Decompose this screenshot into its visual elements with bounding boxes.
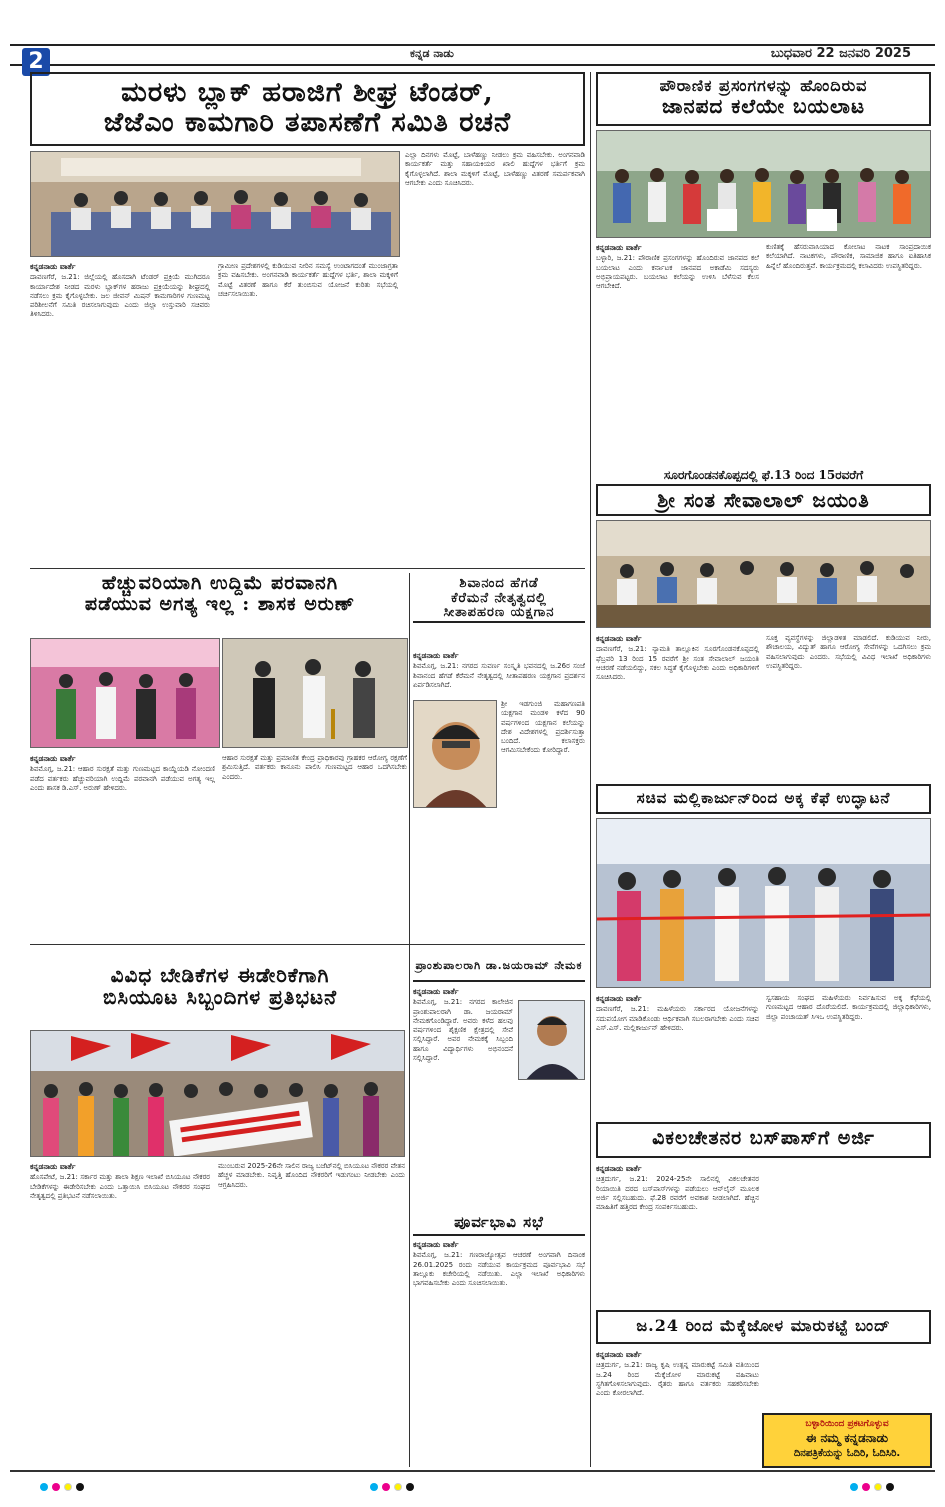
akka-cafe-headline: ಸಚಿವ ಮಲ್ಲಿಕಾರ್ಜುನ್‌ರಿಂದ ಅಕ್ಕ ಕೆಫೆ ಉದ್ಘಾಟನೆ [596, 784, 931, 814]
lead-photo [30, 151, 400, 257]
bisiyoota-body-col-1 [30, 1162, 210, 1462]
sevalal-body-col-2 [766, 634, 931, 784]
poorvabhavi-body-col [413, 1240, 585, 1465]
lead-body-col-1 [30, 262, 210, 562]
lead-headline-line-2: ಜೆಜೆಎಂ ಕಾಮಗಾರಿ ತಪಾಸಣೆಗೆ ಸಮಿತಿ ರಚನೆ [103, 107, 512, 139]
meeting-photo [31, 152, 400, 257]
lamp-lighting-photo [31, 639, 220, 748]
registration-mark [394, 1483, 402, 1491]
udyame-headline-line-1: ಹೆಚ್ಚುವರಿಯಾಗಿ ಉದ್ದಿಮೆ ಪರವಾನಗಿ [101, 572, 339, 594]
column-divider [409, 573, 410, 1467]
akka-cafe-photo [596, 818, 931, 988]
yakshagana-headline-line-1: ಶಿವಾನಂದ ಹೆಗಡೆ [459, 576, 539, 591]
registration-mark [64, 1483, 72, 1491]
sevalal-kicker: ಸೂರಗೊಂಡನಕೊಪ್ಪದಲ್ಲಿ ಫೆ.13 ರಿಂದ 15ರವರೆಗೆ [663, 468, 864, 482]
sevalal-headline: ಶ್ರೀ ಸಂತ ಸೇವಾಲಾಲ್ ಜಯಂತಿ [596, 484, 931, 516]
udyame-photo [30, 638, 220, 748]
paper-name: ಕನ್ನಡ ನಾಡು [410, 47, 454, 60]
sevalal-body-text-1: ದಾವಣಗೆರೆ, ಜ.21: ನ್ಯಾಮತಿ ತಾಲ್ಲೂಕಿನ ಸೂರಗೊಂಡನಕೊಪ್ಪದಲ್ಲಿ ಫೆಬ್ರವರಿ 13 ರಿಂದ 15 ರವರೆಗೆ ಶ್ರೀ ಸಂತ ಸೇವಾಲಾಲ್ ಜಯಂತಿ ಆಚರಣೆ ನಡೆಯಲಿದ್ದು, ಸಕಲ ಸಿದ್ಧತೆ ಕೈಗೊಳ್ಳಬೇಕು ಎಂದು ಅಧಿಕಾರಿಗಳಿಗೆ ಸೂಚಿಸಿದರು. [596, 645, 759, 682]
bayalata-body-text-2: ಕುಣಿತಕ್ಕೆ ಹೆಸರುವಾಸಿಯಾದ ಕೋಲಾಟ ನಾಟಕ ಸಾಂಪ್ರದಾಯಿಕ ಕಲೆಯಾಗಿದೆ. ನಾಟಕಗಳು, ಪೌರಾಣಿಕ, ಸಾಮಾಜಿಕ ಹಾಗೂ ಐತಿಹಾಸಿಕ ಹಿನ್ನೆಲೆ ಹೊಂದಿರುತ್ತವೆ. ಕಾರ್ಯಕ್ರಮದಲ್ಲಿ ಕಲಾವಿದರು ಉಪಸ್ಥಿತರಿದ್ದರು. [766, 243, 931, 270]
akka-cafe-byline: ಕನ್ನಡನಾಡು ವಾರ್ತೆ [596, 994, 642, 1003]
market-body-col-1 [596, 1350, 759, 1465]
udyame-body-text-1: ಶಿವಮೊಗ್ಗ, ಜ.21: ಆಹಾರ ಸುರಕ್ಷತೆ ಮತ್ತು ಗುಣಮಟ್ಟದ ಕಾಯ್ದೆಯಡಿ ನೋಂದಣಿ ಪಡೆದ ವರ್ತಕರು ಹೆಚ್ಚುವರಿಯಾಗಿ ಉದ್ದಿಮೆ ಪರವಾನಗಿ ಪಡೆಯುವ ಅಗತ್ಯ ಇಲ್ಲ ಎಂದು ಶಾಸಕ ಡಿ.ಎಸ್. ಅರುಣ್ ಹೇಳಿದರು. [30, 765, 215, 792]
yakshagana-headline [413, 577, 585, 645]
lead-body-text-3: ಎಲ್ಲಾ ದಿನಗಳು ಮೊಟ್ಟೆ, ಬಾಳೆಹಣ್ಣು ನೀಡಲು ಕ್ರಮ ವಹಿಸಬೇಕು. ಅಂಗನವಾಡಿ ಕಾರ್ಯಕರ್ತೆ ಮತ್ತು ಸಹಾಯಕಿಯರ ಖಾಲಿ ಹುದ್ದೆಗಳ ಭರ್ತಿಗೆ ಕ್ರಮ ಕೈಗೊಳ್ಳಲಾಗಿದೆ. ಶಾಲಾ ಮಕ್ಕಳಿಗೆ ಮೊಟ್ಟೆ, ಬಾಳೆಹಣ್ಣು ವಿತರಣೆ ಸಮರ್ಪಕವಾಗಿ ಆಗಬೇಕು ಎಂದು ಸೂಚಿಸಿದರು. [405, 151, 585, 187]
promo-line-2: ಈ ನಮ್ಮ ಕನ್ನಡನಾಡು [805, 1431, 889, 1445]
portrait-photo [414, 701, 497, 808]
nemaka-body-col [413, 987, 513, 1197]
bisiyoota-body-col-2 [218, 1162, 405, 1462]
yakshagana-body-text-2: ಶ್ರೀ ಇಡಗುಂಜಿ ಮಹಾಗಣಪತಿ ಯಕ್ಷಗಾನ ಮಂಡಳಿ ಕಳೆದ 90 ವರ್ಷಗಳಿಂದ ಯಕ್ಷಗಾನ ಕಲೆಯನ್ನು ದೇಶ ವಿದೇಶಗಳಲ್ಲಿ ಪ್ರದರ್ಶಿಸುತ್ತಾ ಬಂದಿದೆ. ಕಲಾಸಕ್ತರು ಆಗಮಿಸಬೇಕೆಂದು ಕೋರಿದ್ದಾರೆ. [501, 700, 585, 755]
yakshagana-byline: ಕನ್ನಡನಾಡು ವಾರ್ತೆ [413, 651, 459, 660]
poorvabhavi-byline: ಕನ್ನಡನಾಡು ವಾರ್ತೆ [413, 1240, 459, 1249]
publication-date: ಬುಧವಾರ 22 ಜನವರಿ 2025 [770, 46, 911, 61]
poorvabhavi-body-text-1: ಶಿವಮೊಗ್ಗ, ಜ.21: ಗಣರಾಜ್ಯೋತ್ಸವ ಆಚರಣೆ ಅಂಗವಾಗಿ ದಿನಾಂಕ 26.01.2025 ರಂದು ನಡೆಯುವ ಕಾರ್ಯಕ್ರಮದ ಪೂರ್ವಭಾವಿ ಸಭೆ ತಾಲ್ಲೂಕು ಕಚೇರಿಯಲ್ಲಿ ನಡೆಯಿತು. ಎಲ್ಲಾ ಇಲಾಖೆ ಅಧಿಕಾರಿಗಳು ಭಾಗವಹಿಸಬೇಕು ಎಂದು ಸೂಚಿಸಲಾಯಿತು. [413, 1251, 585, 1288]
buspass-byline: ಕನ್ನಡನಾಡು ವಾರ್ತೆ [596, 1164, 642, 1173]
promo-box [762, 1413, 932, 1468]
bisiyoota-body-text-1: ಹೊಸಪೇಟೆ, ಜ.21: ಸರ್ಕಾರ ಮತ್ತು ಶಾಲಾ ಶಿಕ್ಷಣ ಇಲಾಖೆ ಬಿಸಿಯೂಟ ನೌಕರರ ಬೇಡಿಕೆಗಳನ್ನು ಈಡೇರಿಸಬೇಕು ಎಂದು ಒತ್ತಾಯಿಸಿ ಬಿಸಿಯೂಟ ನೌಕರರ ಸಂಘದ ನೇತೃತ್ವದಲ್ಲಿ ಪ್ರತಿಭಟನೆ ನಡೆಸಲಾಯಿತು. [30, 1173, 210, 1200]
yakshagana-intro [413, 651, 585, 696]
buspass-body-text-1: ಚಿತ್ರದುರ್ಗ, ಜ.21: 2024-25ನೇ ಸಾಲಿನಲ್ಲಿ ವಿಕಲಚೇತನರ ರಿಯಾಯಿತಿ ದರದ ಬಸ್‌ಪಾಸ್‌ಗಳನ್ನು ಪಡೆಯಲು ಆನ್‌ಲೈನ್ ಮೂಲಕ ಅರ್ಜಿ ಸಲ್ಲಿಸಬಹುದು. ಫೆ.28 ರವರೆಗೆ ಅವಕಾಶ ನೀಡಲಾಗಿದೆ. ಹೆಚ್ಚಿನ ಮಾಹಿತಿಗೆ ಹತ್ತಿರದ ಕೇಂದ್ರ ಸಂಪರ್ಕಿಸಬಹುದು. [596, 1175, 759, 1212]
nemaka-byline: ಕನ್ನಡನಾಡು ವಾರ್ತೆ [413, 987, 459, 996]
lead-headline-line-1: ಮರಳು ಬ್ಲಾಕ್ ಹರಾಜಿಗೆ ಶೀಘ್ರ ಟೆಂಡರ್, [121, 77, 494, 108]
page-number: 2 [22, 48, 50, 76]
bayalata-headline [596, 72, 931, 126]
column-divider [590, 72, 591, 1467]
market-body-text-1: ಚಿತ್ರದುರ್ಗ, ಜ.21: ರಾಜ್ಯ ಕೃಷಿ ಉತ್ಪನ್ನ ಮಾರುಕಟ್ಟೆ ಸಮಿತಿ ವತಿಯಿಂದ ಜ.24 ರಿಂದ ಮೆಕ್ಕೆಜೋಳ ಮಾರುಕಟ್ಟೆ ವಹಿವಾಟು ಸ್ಥಗಿತಗೊಳಿಸಲಾಗುವುದು. ರೈತರು ಹಾಗೂ ವರ್ತಕರು ಸಹಕರಿಸಬೇಕು ಎಂದು ಕೋರಲಾಗಿದೆ. [596, 1361, 759, 1398]
meeting-photo [597, 521, 931, 628]
lead-body-col-right [405, 151, 585, 257]
yakshagana-portrait [413, 700, 497, 808]
yakshagana-body-text-1: ಶಿವಮೊಗ್ಗ, ಜ.21: ನಗರದ ಸುವರ್ಣ ಸಂಸ್ಕೃತಿ ಭವನದಲ್ಲಿ ಜ.26ರ ಸಂಜೆ ಶಿವಾನಂದ ಹೆಗಡೆ ಕೆರೆಮನೆ ನೇತೃತ್ವದಲ್ಲಿ ಸೀತಾಪಹರಣ ಯಕ್ಷಗಾನ ಪ್ರದರ್ಶನ ಏರ್ಪಡಿಸಲಾಗಿದೆ. [413, 662, 585, 689]
bayalata-body-text-1: ಬಳ್ಳಾರಿ, ಜ.21: ಪೌರಾಣಿಕ ಪ್ರಸಂಗಗಳನ್ನು ಹೊಂದಿರುವ ಜಾನಪದ ಕಲೆ ಬಯಲಾಟ ಎಂದು ಕರ್ನಾಟಕ ಜಾನಪದ ಅಕಾಡೆಮಿ ಸದಸ್ಯರು ಅಭಿಪ್ರಾಯಪಟ್ಟರು. ಬಯಲಾಟ ಕಲೆಯನ್ನು ಉಳಿಸಿ ಬೆಳೆಸುವ ಕೆಲಸ ಆಗಬೇಕಿದೆ. [596, 254, 759, 291]
promo-line-1: ಬಳ್ಳಾರಿಯಿಂದ ಪ್ರಕಟಗೊಳ್ಳುವ [805, 1419, 889, 1429]
portrait-photo [519, 1001, 585, 1080]
buspass-headline: ವಿಕಲಚೇತನರ ಬಸ್‌ಪಾಸ್‌ಗೆ ಅರ್ಜಿ [596, 1122, 931, 1158]
promo-line-3: ದಿನಪತ್ರಿಕೆಯನ್ನು ಓದಿರಿ, ಓದಿಸಿರಿ. [793, 1448, 901, 1459]
bisiyoota-photo [30, 1030, 405, 1157]
sevalal-photo [596, 520, 931, 628]
registration-mark [52, 1483, 60, 1491]
protest-photo [31, 1031, 405, 1157]
bisiyoota-body-text-2: ಮುಂಬರುವ 2025-26ನೇ ಸಾಲಿನ ರಾಜ್ಯ ಬಜೆಟ್‌ನಲ್ಲಿ ಬಿಸಿಯೂಟ ನೌಕರರ ವೇತನ ಹೆಚ್ಚಳ ಮಾಡಬೇಕು. ನಿವೃತ್ತಿ ಹೊಂದಿದ ನೌಕರರಿಗೆ ಇಡುಗಂಟು ನೀಡಬೇಕು ಎಂದು ಆಗ್ರಹಿಸಿದರು. [218, 1162, 405, 1189]
bisiyoota-headline-line-2: ಬಿಸಿಯೂಟ ಸಿಬ್ಬಂದಿಗಳ ಪ್ರತಿಭಟನೆ [102, 985, 338, 1010]
nemaka-body-text-1: ಶಿವಮೊಗ್ಗ, ಜ.21: ನಗರದ ಕಾಲೇಜಿನ ಪ್ರಾಂಶುಪಾಲರಾಗಿ ಡಾ. ಜಯರಾಮ್ ನೇಮಕಗೊಂಡಿದ್ದಾರೆ. ಅವರು ಕಳೆದ ಹಲವು ವರ್ಷಗಳಿಂದ ಶೈಕ್ಷಣಿಕ ಕ್ಷೇತ್ರದಲ್ಲಿ ಸೇವೆ ಸಲ್ಲಿಸಿದ್ದಾರೆ. ಅವರ ನೇಮಕಕ್ಕೆ ಸಿಬ್ಬಂದಿ ಹಾಗೂ ವಿದ್ಯಾರ್ಥಿಗಳು ಅಭಿನಂದನೆ ಸಲ್ಲಿಸಿದ್ದಾರೆ. [413, 998, 513, 1063]
section-divider [30, 944, 585, 945]
section-divider [30, 568, 585, 569]
udyame-byline: ಕನ್ನಡನಾಡು ವಾರ್ತೆ [30, 754, 76, 763]
nemaka-headline: ಪ್ರಾಂಶುಪಾಲರಾಗಿ ಡಾ.ಜಯರಾಮ್ ನೇಮಕ [413, 960, 585, 982]
yakshagana-body-lower [413, 815, 585, 940]
ribbon-cutting-photo [597, 819, 931, 988]
udyame-body-col-2 [222, 754, 407, 939]
sevalal-body-text-2: ಸೂಕ್ತ ವ್ಯವಸ್ಥೆಗಳನ್ನು ಜಿಲ್ಲಾಡಳಿತ ಮಾಡಲಿದೆ. ಕುಡಿಯುವ ನೀರು, ಶೌಚಾಲಯ, ವಿದ್ಯುತ್ ಹಾಗೂ ಆರೋಗ್ಯ ಸೇವೆಗಳನ್ನು ಒದಗಿಸಲು ಕ್ರಮ ವಹಿಸಲಾಗುವುದು ಎಂದರು. ಸಭೆಯಲ್ಲಿ ವಿವಿಧ ಇಲಾಖೆ ಅಧಿಕಾರಿಗಳು ಉಪಸ್ಥಿತರಿದ್ದರು. [766, 634, 931, 670]
registration-mark [370, 1483, 378, 1491]
registration-mark [862, 1483, 870, 1491]
bayalata-byline: ಕನ್ನಡನಾಡು ವಾರ್ತೆ [596, 243, 642, 252]
bayalata-headline-line-1: ಪೌರಾಣಿಕ ಪ್ರಸಂಗಗಳನ್ನು ಹೊಂದಿರುವ [659, 76, 868, 95]
sevalal-body-col-1 [596, 634, 759, 784]
bisiyoota-headline [30, 962, 410, 1026]
udyame-photo-2 [222, 638, 408, 748]
akka-cafe-body-text-1: ದಾವಣಗೆರೆ, ಜ.21: ಮಹಿಳೆಯರು ಸರ್ಕಾರದ ಯೋಜನೆಗಳನ್ನು ಸದುಪಯೋಗ ಮಾಡಿಕೊಂಡು ಆರ್ಥಿಕವಾಗಿ ಸಬಲರಾಗಬೇಕು ಎಂದು ಸಚಿವ ಎಸ್.ಎಸ್. ಮಲ್ಲಿಕಾರ್ಜುನ್ ಹೇಳಿದರು. [596, 1005, 759, 1032]
nemaka-portrait [518, 1000, 585, 1080]
bisiyoota-byline: ಕನ್ನಡನಾಡು ವಾರ್ತೆ [30, 1162, 76, 1171]
market-headline: ಜ.24 ರಿಂದ ಮೆಕ್ಕೆಜೋಳ ಮಾರುಕಟ್ಟೆ ಬಂದ್ [596, 1310, 931, 1344]
udyame-body-text-2: ಆಹಾರ ಸುರಕ್ಷತೆ ಮತ್ತು ಪ್ರಮಾಣಿತ ಕೇಂದ್ರ ಪ್ರಾಧಿಕಾರವು ಗ್ರಾಹಕರ ಆರೋಗ್ಯ ರಕ್ಷಣೆಗೆ ಶ್ರಮಿಸುತ್ತಿದೆ. ವರ್ತಕರು ಕಾನೂನು ಪಾಲಿಸಿ ಗುಣಮಟ್ಟದ ಆಹಾರ ಒದಗಿಸಬೇಕು ಎಂದರು. [222, 754, 407, 781]
lead-body-col-2 [218, 262, 398, 562]
registration-mark [850, 1483, 858, 1491]
poorvabhavi-headline: ಪೂರ್ವಭಾವಿ ಸಭೆ [413, 1214, 585, 1236]
bayalata-photo [596, 130, 931, 238]
buspass-body-col-1 [596, 1164, 759, 1304]
udyame-headline-line-2: ಪಡೆಯುವ ಅಗತ್ಯ ಇಲ್ಲ : ಶಾಸಕ ಅರುಣ್ [84, 593, 356, 616]
akka-cafe-body-col-2 [766, 994, 931, 1112]
registration-mark [406, 1483, 414, 1491]
yakshagana-headline-line-2: ಕೆರೆಮನೆ ನೇತೃತ್ವದಲ್ಲಿ [451, 590, 547, 606]
registration-mark [382, 1483, 390, 1491]
lead-headline [30, 72, 585, 146]
registration-mark [874, 1483, 882, 1491]
udyame-body-col-1 [30, 754, 215, 939]
market-byline: ಕನ್ನಡನಾಡು ವಾರ್ತೆ [596, 1350, 642, 1359]
bisiyoota-headline-line-1: ವಿವಿಧ ಬೇಡಿಕೆಗಳ ಈಡೇರಿಕೆಗಾಗಿ [110, 963, 330, 987]
buspass-body-col-2 [766, 1164, 931, 1304]
bayalata-headline-line-2: ಜಾನಪದ ಕಲೆಯೇ ಬಯಲಾಟ [661, 93, 866, 118]
registration-mark [40, 1483, 48, 1491]
lead-body-text-1: ದಾವಣಗೆರೆ, ಜ.21: ಜಿಲ್ಲೆಯಲ್ಲಿ ಹೊಸದಾಗಿ ಟೆಂಡರ್ ಪ್ರಕ್ರಿಯೆ ಮುಗಿದರೂ ಕಾರ್ಯಾದೇಶ ನೀಡದ ಮರಳು ಬ್ಲಾಕ್‌ಗಳ ಹರಾಜು ಪ್ರಕ್ರಿಯೆಯನ್ನು ಶೀಘ್ರದಲ್ಲಿ ನಡೆಸಲು ಕ್ರಮ ಕೈಗೊಳ್ಳಬೇಕು. ಜಲ ಜೀವನ್ ಮಿಷನ್ ಕಾಮಗಾರಿಗಳ ಗುಣಮಟ್ಟ ಪರಿಶೀಲನೆಗೆ ಸಮಿತಿ ರಚಿಸಲಾಗುವುದು ಎಂದು ಜಿಲ್ಲಾ ಉಸ್ತುವಾರಿ ಸಚಿವರು ತಿಳಿಸಿದರು. [30, 273, 210, 319]
lead-byline: ಕನ್ನಡನಾಡು ವಾರ್ತೆ [30, 262, 76, 271]
group-photo [597, 131, 931, 238]
yakshagana-body-col [501, 700, 585, 810]
inauguration-photo [223, 639, 408, 748]
registration-mark [886, 1483, 894, 1491]
akka-cafe-body-text-2: ಸ್ವಸಹಾಯ ಸಂಘದ ಮಹಿಳೆಯರು ನಿರ್ವಹಿಸುವ ಅಕ್ಕ ಕೆಫೆಯಲ್ಲಿ ಗುಣಮಟ್ಟದ ಆಹಾರ ದೊರೆಯಲಿದೆ. ಕಾರ್ಯಕ್ರಮದಲ್ಲಿ ಜಿಲ್ಲಾಧಿಕಾರಿಗಳು, ಜಿಲ್ಲಾ ಪಂಚಾಯತ್ ಸಿಇಒ ಉಪಸ್ಥಿತರಿದ್ದರು. [766, 994, 931, 1021]
yakshagana-headline-line-3: ಸೀತಾಪಹರಣ ಯಕ್ಷಗಾನ [413, 606, 585, 623]
registration-mark [76, 1483, 84, 1491]
sevalal-byline: ಕನ್ನಡನಾಡು ವಾರ್ತೆ [596, 634, 642, 643]
akka-cafe-body-col-1 [596, 994, 759, 1112]
footer-rule [10, 1470, 935, 1472]
lead-body-col-3 [405, 262, 585, 562]
udyame-headline [30, 573, 410, 633]
lead-body-text-2: ಗ್ರಾಮೀಣ ಪ್ರದೇಶಗಳಲ್ಲಿ ಕುಡಿಯುವ ನೀರಿನ ಸಮಸ್ಯೆ ಉಂಟಾಗದಂತೆ ಮುಂಜಾಗ್ರತಾ ಕ್ರಮ ವಹಿಸಬೇಕು. ಅಂಗನವಾಡಿ ಕಾರ್ಯಕರ್ತೆ ಹುದ್ದೆಗಳ ಭರ್ತಿ, ಶಾಲಾ ಮಕ್ಕಳಿಗೆ ಮೊಟ್ಟೆ ವಿತರಣೆ ಹಾಗೂ ಕೆರೆ ತುಂಬಿಸುವ ಯೋಜನೆ ಕುರಿತು ಸಭೆಯಲ್ಲಿ ಚರ್ಚಿಸಲಾಯಿತು. [218, 262, 398, 298]
